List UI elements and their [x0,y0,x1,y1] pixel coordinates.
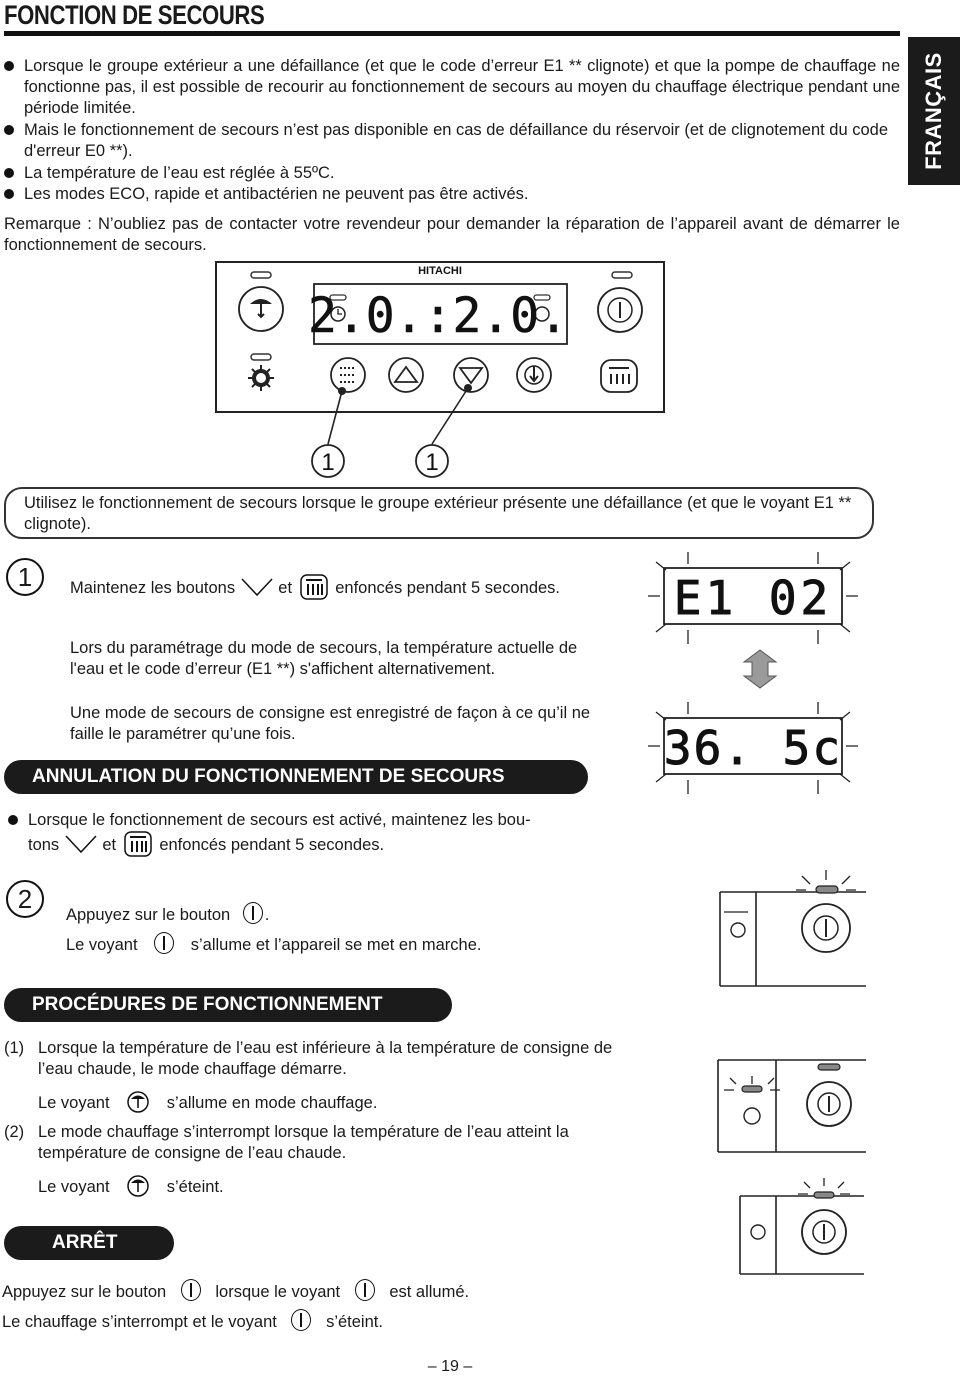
stop-line2: Le chauffage s’interrompt et le voyant s’éteint. [2,1309,602,1333]
step-1-para3: Une mode de secours de consigne est enregistré de façon à ce qu’il ne faille le paramétrer qu’une fois. [70,704,591,743]
temperature-display [648,698,858,798]
page-number: – 19 – [427,1358,473,1375]
step-1-number: 1 [6,558,44,596]
bullet-dot-icon [8,815,18,825]
power-indicator-icon [154,932,174,954]
language-label: FRANÇAIS [921,52,946,170]
language-tab [908,37,960,185]
heating-indicator-on-detail [716,1046,876,1154]
power-indicator-icon [291,1309,311,1331]
intro-bullet-3: La température de l’eau est réglée à 55ºC. [24,163,900,184]
callout-1a: 1 [321,449,335,476]
step-1-para2: Lors du paramétrage du mode de secours, la température actuelle de l'eau et le code d’erreur (E1 **) s'affichent alternativement. [70,639,578,678]
proc-item-2-voyant: Le voyant s’éteint. [38,1174,538,1198]
page-title: FONCTION DE SECOURS [4,0,265,30]
alternate-arrow-icon [740,648,780,690]
bullet-dot-icon [4,168,14,178]
power-icon [243,902,263,924]
intro-bullet-1: Lorsque le groupe extérieur a une défaillance (et que le code d’erreur E1 ** clignote) et que la pompe de chauffage ne fonctionne pas, il est possible de recourir au fonctionnement de secours au moyen du chauffage électrique pendant une période limitée. [24,56,900,119]
up-button[interactable] [389,358,423,392]
proc-item-1-voyant: Le voyant s’allume en mode chauffage. [38,1090,538,1114]
title-rule [4,31,900,36]
power-button[interactable] [598,288,642,332]
panel-display-value: 2.0.:2.0. [307,288,569,344]
step-1-line1: Maintenez les boutons et enfoncés pendant 5 secondes. [70,574,590,600]
remark: Remarque : N’oubliez pas de contacter votre revendeur pour demander la réparation de l’appareil avant de démarrer le fonctionnement de secours. [4,215,900,254]
brand-label: HITACHI [418,265,462,277]
step-2-line2: Le voyant s’allume et l’appareil se met en marche. [66,932,586,956]
step-2-line1: Appuyez sur le bouton . [66,902,566,926]
power-indicator-icon [355,1279,375,1301]
bullet-dot-icon [4,189,14,199]
power-icon [181,1279,201,1301]
emergency-icon [123,831,153,857]
stop-line1: Appuyez sur le bouton lorsque le voyant est allumé. [2,1279,602,1303]
heating-indicator-off-detail [738,1176,868,1276]
heading-procedures-section: PROCÉDURES DE FONCTIONNEMENT [4,988,452,1022]
emergency-icon [299,574,329,600]
info-box [4,487,874,539]
control-panel-illustration [210,258,670,483]
heat-indicator-icon [126,1090,150,1114]
cancel-bullet: Lorsque le fonctionnement de secours est activé, maintenez les bou- tons et enfoncés pendant 5 secondes. [28,810,598,857]
proc-item-1-number: (1) [4,1039,25,1057]
callout-1b: 1 [425,449,439,476]
heading-cancel-section: ANNULATION DU FONCTIONNEMENT DE SECOURS [4,760,588,794]
menu-button[interactable] [331,358,365,392]
heading-stop-section: ARRÊT [4,1226,174,1260]
temperature-value: 36. 5c [663,721,843,775]
heating-button[interactable] [239,287,283,331]
bullet-dot-icon [4,125,14,135]
info-box-text: Utilisez le fonctionnement de secours lorsque le groupe extérieur présente une défaillance (et que le voyant E1 ** clignote). [24,494,852,533]
power-button-detail [718,868,878,988]
heat-indicator-icon [126,1174,150,1198]
proc-item-2-number: (2) [4,1123,25,1141]
bullet-dot-icon [4,61,14,71]
down-arrow-icon [240,577,274,597]
emergency-button[interactable] [601,360,637,392]
error-code-value: E1 02 [673,571,833,625]
down-arrow-icon [64,834,98,854]
proc-item-1-text: Lorsque la température de l’eau est inférieure à la température de consigne de l’eau chaude, le mode chauffage démarre. [38,1039,613,1078]
proc-item-2-text: Le mode chauffage s’interrompt lorsque la température de l’eau atteint la température de consigne de l’eau chaude. [38,1123,569,1162]
intro-bullet-4: Les modes ECO, rapide et antibactérien ne peuvent pas être activés. [24,184,900,205]
confirm-button[interactable] [517,358,551,392]
step-2-number: 2 [6,880,44,918]
intro-bullet-2: Mais le fonctionnement de secours n’est pas disponible en cas de défaillance du réservoir (et de clignotement du code d'erreur E0 **). [24,120,900,162]
error-code-display [648,548,858,648]
